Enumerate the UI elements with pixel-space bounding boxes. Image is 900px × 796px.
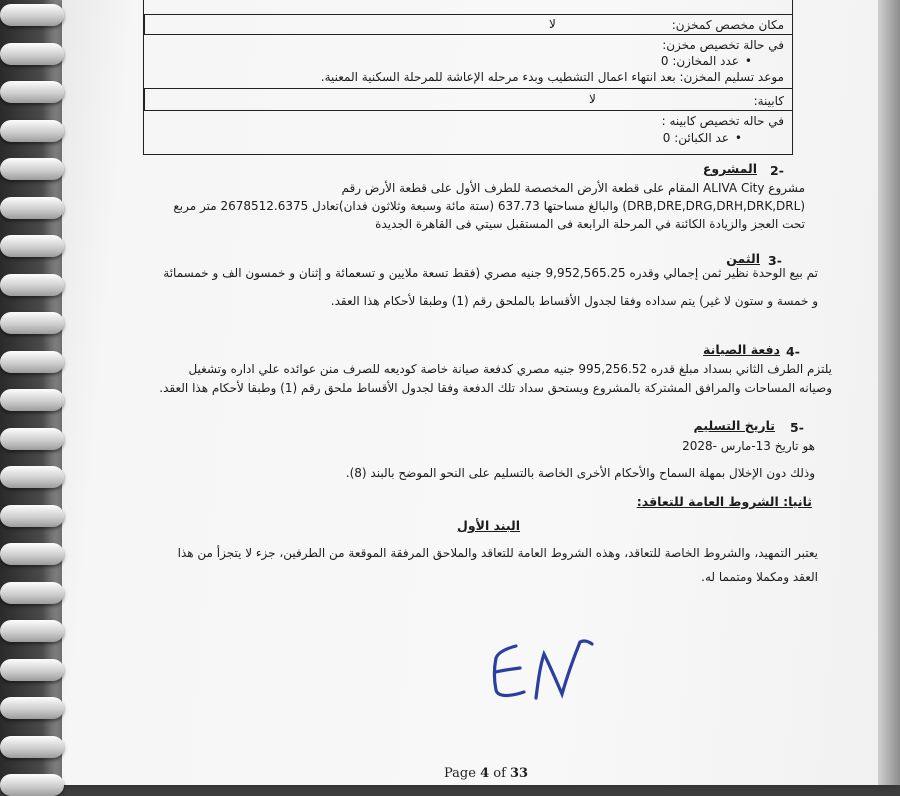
page-edge-shadow xyxy=(878,0,900,785)
binding-ring xyxy=(0,158,64,180)
cabin-label: كابينة: xyxy=(753,94,784,108)
section-2-line-1: مشروع ALIVA City المقام على قطعة الأرض المخصصة للطرف الأول على قطعة الأرض رقم xyxy=(341,181,805,195)
article-one-line-2: العقد ومكملا ومتمما له. xyxy=(701,570,818,584)
storage-cabin-table xyxy=(143,0,793,155)
section-5-line-1: هو تاريخ 13-مارس -2028 xyxy=(682,439,815,453)
article-one-line-1: يعتبر التمهيد، والشروط الخاصة للتعاقد، وهذه الشروط العامة للتعاقد والملاحق المرفقة الموقعة من الطرفين، جزء لا يتجزأ من هذا xyxy=(177,546,818,560)
binding-ring xyxy=(0,736,64,758)
section-5-line-2: وذلك دون الإخلال بمهلة السماح والأحكام الأخرى الخاصة بالتسليم على النحو الموضح بالبند (8). xyxy=(345,466,815,480)
current-page: 4 xyxy=(480,766,490,781)
section-2-line-2: (DRB,DRE,DRG,DRH,DRK,DRL) والبالغ مساحتها 637.73 (ستة مائة وسبعة وثلاثون فدان)تعادل 2678512.6375 متر مربع xyxy=(173,199,805,213)
binding-ring xyxy=(0,697,64,719)
binding-ring xyxy=(0,81,64,103)
binding-ring xyxy=(0,43,64,65)
cabin-value: لا xyxy=(589,92,596,106)
section-3-line-2: و خمسة و ستون لا غير) يتم سداده وفقا لجدول الأقساط بالملحق رقم (1) وطبقا لأحكام هذا العقد. xyxy=(330,294,818,308)
binding-ring xyxy=(0,274,64,296)
cabin-case-row xyxy=(144,110,792,155)
storage-count: • عدد المخازن: 0 xyxy=(661,54,752,68)
binding-ring xyxy=(0,389,64,411)
storage-case-label: في حالة تخصيص مخزن: xyxy=(662,38,784,52)
section-4-line-2: وصيانه المساحات والمرافق المشتركة بالمشروع ويستحق سداد تلك الدفعة وفقا لجدول الأقساط ملحق رقم (1) وطبقا لأحكام هذا العقد. xyxy=(159,381,832,395)
page-number: Page 4 of 33 xyxy=(444,766,529,781)
article-one-title: البند الأول xyxy=(457,518,520,533)
storage-place-label: مكان مخصص كمخزن: xyxy=(671,18,784,32)
cabin-row xyxy=(144,88,792,110)
cabin-case-label: في حاله تخصيص كابينه : xyxy=(661,114,784,128)
section-4-line-1: يلتزم الطرف الثاني بسداد مبلغ قدره 995,256.52 جنيه مصري كدفعة صيانة خاصة كوديعه للصرف منن عوائده علي اداره وتشغيل xyxy=(188,362,832,376)
binding-ring xyxy=(0,4,64,26)
cabin-count: • عد الكبائن: 0 xyxy=(663,131,742,145)
storage-case-row xyxy=(144,34,792,88)
section-5-number: 5- xyxy=(790,420,804,435)
section-2-line-3: تحت العجز والزيادة الكائنة في المرحلة الرابعة فى المستقبل سيتي فى القاهرة الجديدة xyxy=(375,217,805,231)
section-3-line-1: تم بيع الوحدة نظير ثمن إجمالي وقدره 9,952,565.25 جنيه مصري (فقط تسعة ملايين و تسعمائة و إثنان و خمسون الف و خمسمائة xyxy=(163,266,818,280)
binding-ring xyxy=(0,582,64,604)
total-pages: 33 xyxy=(510,766,529,781)
binding-ring xyxy=(0,505,64,527)
section-3-title: الثمن xyxy=(726,251,760,266)
general-terms-heading: ثانيا: الشروط العامة للتعاقد: xyxy=(636,494,812,509)
binding-ring xyxy=(0,312,64,334)
binding-ring xyxy=(0,351,64,373)
binding-ring xyxy=(0,428,64,450)
storage-place-row xyxy=(144,14,792,34)
binding-ring xyxy=(0,774,64,796)
binding-ring xyxy=(0,197,64,219)
binding-ring xyxy=(0,543,64,565)
section-3-number: 3- xyxy=(768,253,782,268)
binding-ring xyxy=(0,466,64,488)
storage-delivery: موعد تسليم المخزن: بعد انتهاء اعمال التشطيب وبدء مرحله الإعاشة للمرحلة السكنية المعنية. xyxy=(320,70,784,84)
handwritten-signature xyxy=(488,632,608,712)
storage-place-value: لا xyxy=(549,17,556,31)
section-4-number: 4- xyxy=(786,344,800,359)
binding-ring xyxy=(0,120,64,142)
section-2-number: 2- xyxy=(770,163,784,178)
binding-ring xyxy=(0,620,64,642)
binding-ring xyxy=(0,235,64,257)
section-4-title: دفعة الصيانة xyxy=(703,342,780,357)
binding-ring xyxy=(0,659,64,681)
section-2-title: المشروع xyxy=(702,161,757,176)
section-5-title: تاريخ التسليم xyxy=(693,418,775,433)
